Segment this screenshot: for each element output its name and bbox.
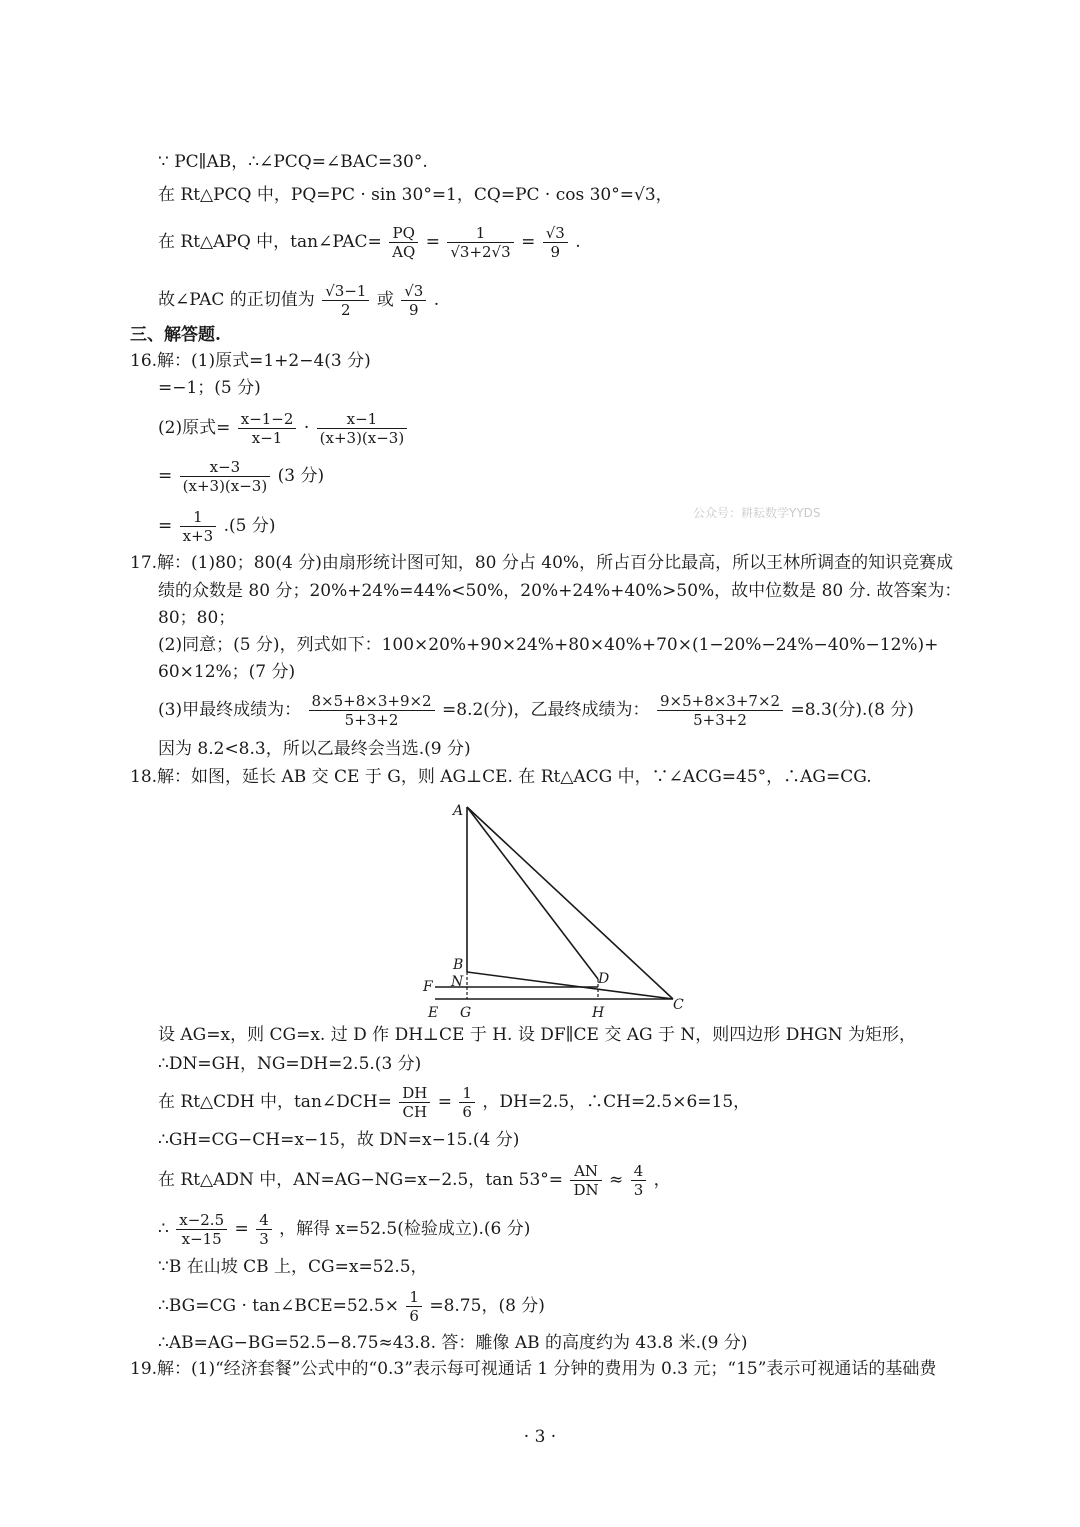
segment-AD: [467, 807, 598, 979]
watermark: 公众号：耕耘数学YYDS: [693, 506, 821, 520]
label-N: N: [451, 974, 464, 990]
fraction: $\frac{PQ}{AQ}$: [389, 224, 418, 261]
equation-line: = $\frac{x-3}{(x+3)(x-3)}$ (3 分): [158, 458, 325, 495]
fraction: $\frac{1}{x+3}$: [180, 508, 217, 545]
fraction: $\frac{√3}{9}$: [543, 224, 568, 261]
fraction: $\frac{√3-1}{2}$: [322, 282, 369, 319]
equation-line: 在 Rt△APQ 中，tan∠PAC= $\frac{PQ}{AQ}$ = $\frac{1}{√3+2√3}$ = $\frac{√3}{9}$ .: [158, 224, 581, 261]
text-line: 在 Rt△PCQ 中，PQ=PC · sin 30°=1，CQ=PC · cos 30°=√3，: [158, 185, 673, 205]
equation-line: 在 Rt△CDH 中，tan∠DCH= $\frac{DH}{CH}$ = $\frac{1}{6}$ ，DH=2.5，∴CH=2.5×6=15，: [158, 1084, 751, 1121]
equation-line: 在 Rt△ADN 中，AN=AG−NG=x−2.5，tan 53°= $\frac{AN}{DN}$ ≈ $\frac{4}{3}$ ，: [158, 1162, 671, 1199]
fraction: $\frac{9\times 5+8\times 3+7\times 2}{5+3+2}$: [657, 692, 783, 729]
text-line: 绩的众数是 80 分；20%+24%=44%<50%，20%+24%+40%>50%，故中位数是 80 分. 故答案为：: [158, 581, 962, 601]
section-heading: 三、解答题.: [130, 325, 221, 345]
label-D: D: [598, 971, 610, 987]
text-line: ∵B 在山坡 CB 上，CG=x=52.5，: [158, 1257, 428, 1277]
equation-line: = $\frac{1}{x+3}$ .(5 分): [158, 508, 276, 545]
label-H: H: [592, 1005, 605, 1020]
text-line: 19.解：(1)“经济套餐”公式中的“0.3”表示每可视通话 1 分钟的费用为 0.3 元；“15”表示可视通话的基础费: [130, 1359, 937, 1379]
label-A: A: [453, 803, 464, 819]
label-E: E: [428, 1005, 439, 1020]
fraction: $\frac{1}{√3+2√3}$: [447, 224, 513, 261]
label-F: F: [423, 979, 433, 995]
fraction: $\frac{√3}{9}$: [401, 282, 426, 319]
equation-line: ∴BG=CG · tan∠BCE=52.5× $\frac{1}{6}$ =8.75，(8 分): [158, 1288, 545, 1325]
text-line: ∵ PC∥AB，∴∠PCQ=∠BAC=30°.: [158, 152, 428, 172]
fraction: $\frac{DH}{CH}$: [399, 1084, 430, 1121]
text-line: 16.解：(1)原式=1+2−4(3 分): [130, 351, 371, 371]
segment-BC: [467, 972, 673, 999]
text-line: 设 AG=x，则 CG=x. 过 D 作 DH⊥CE 于 H. 设 DF∥CE 交 AG 于 N，则四边形 DHGN 为矩形，: [158, 1025, 917, 1045]
fraction: $\frac{8\times 5+8\times 3+9\times 2}{5+3+2}$: [309, 692, 435, 729]
label-C: C: [673, 997, 684, 1013]
fraction: $\frac{4}{3}$: [631, 1162, 647, 1199]
text-line: 17.解：(1)80；80(4 分)由扇形统计图可知，80 分占 40%，所占百分比最高，所以王林所调查的知识竞赛成: [130, 553, 954, 573]
text-line: 80；80；: [158, 608, 236, 628]
text-line: 60×12%；(7 分): [158, 662, 296, 682]
segment-AC: [467, 807, 673, 999]
text-line: =−1；(5 分): [158, 378, 261, 398]
fraction: $\frac{1}{6}$: [406, 1288, 422, 1325]
page-number: · 3 ·: [523, 1427, 557, 1447]
fraction: $\frac{x-1-2}{x-1}$: [238, 410, 297, 447]
text-line: 18.解：如图，延长 AB 交 CE 于 G，则 AG⊥CE. 在 Rt△ACG 中，∵∠ACG=45°，∴AG=CG.: [130, 767, 872, 787]
equation-line: (2)原式= $\frac{x-1-2}{x-1}$ · $\frac{x-1}{(x+3)(x-3)}$: [158, 410, 409, 447]
label-B: B: [453, 957, 464, 973]
fraction: $\frac{x-2.5}{x-15}$: [176, 1211, 227, 1248]
text-line: ∴GH=CG−CH=x−15，故 DN=x−15.(4 分): [158, 1130, 520, 1150]
equation-line: ∴ $\frac{x-2.5}{x-15}$ = $\frac{4}{3}$ ，解得 x=52.5(检验成立).(6 分): [158, 1211, 531, 1248]
text-line: ∴AB=AG−BG=52.5−8.75≈43.8. 答：雕像 AB 的高度约为 43.8 米.(9 分): [158, 1333, 748, 1353]
equation-line: 故∠PAC 的正切值为 $\frac{√3-1}{2}$ 或 $\frac{√3}{9}$ .: [158, 282, 440, 319]
text-line: ∴DN=GH，NG=DH=2.5.(3 分): [158, 1054, 422, 1074]
text-line: 因为 8.2<8.3，所以乙最终会当选.(9 分): [158, 739, 471, 759]
geometry-figure: [415, 795, 695, 1020]
equation-line: (3)甲最终成绩为： $\frac{8\times 5+8\times 3+9\times 2}{5+3+2}$ =8.2(分)，乙最终成绩为： $\frac{9\times 5+8\times 3+7\times 2}{5+3+2}$ =8.3(分).(8 分): [158, 692, 914, 729]
label-G: G: [460, 1005, 472, 1020]
fraction: $\frac{AN}{DN}$: [570, 1162, 601, 1199]
fraction: $\frac{4}{3}$: [256, 1211, 272, 1248]
fraction: $\frac{1}{6}$: [459, 1084, 475, 1121]
fraction: $\frac{x-1}{(x+3)(x-3)}$: [317, 410, 408, 447]
text-line: (2)同意；(5 分)，列式如下：100×20%+90×24%+80×40%+70×(1−20%−24%−40%−12%)+: [158, 635, 939, 655]
fraction: $\frac{x-3}{(x+3)(x-3)}$: [180, 458, 271, 495]
